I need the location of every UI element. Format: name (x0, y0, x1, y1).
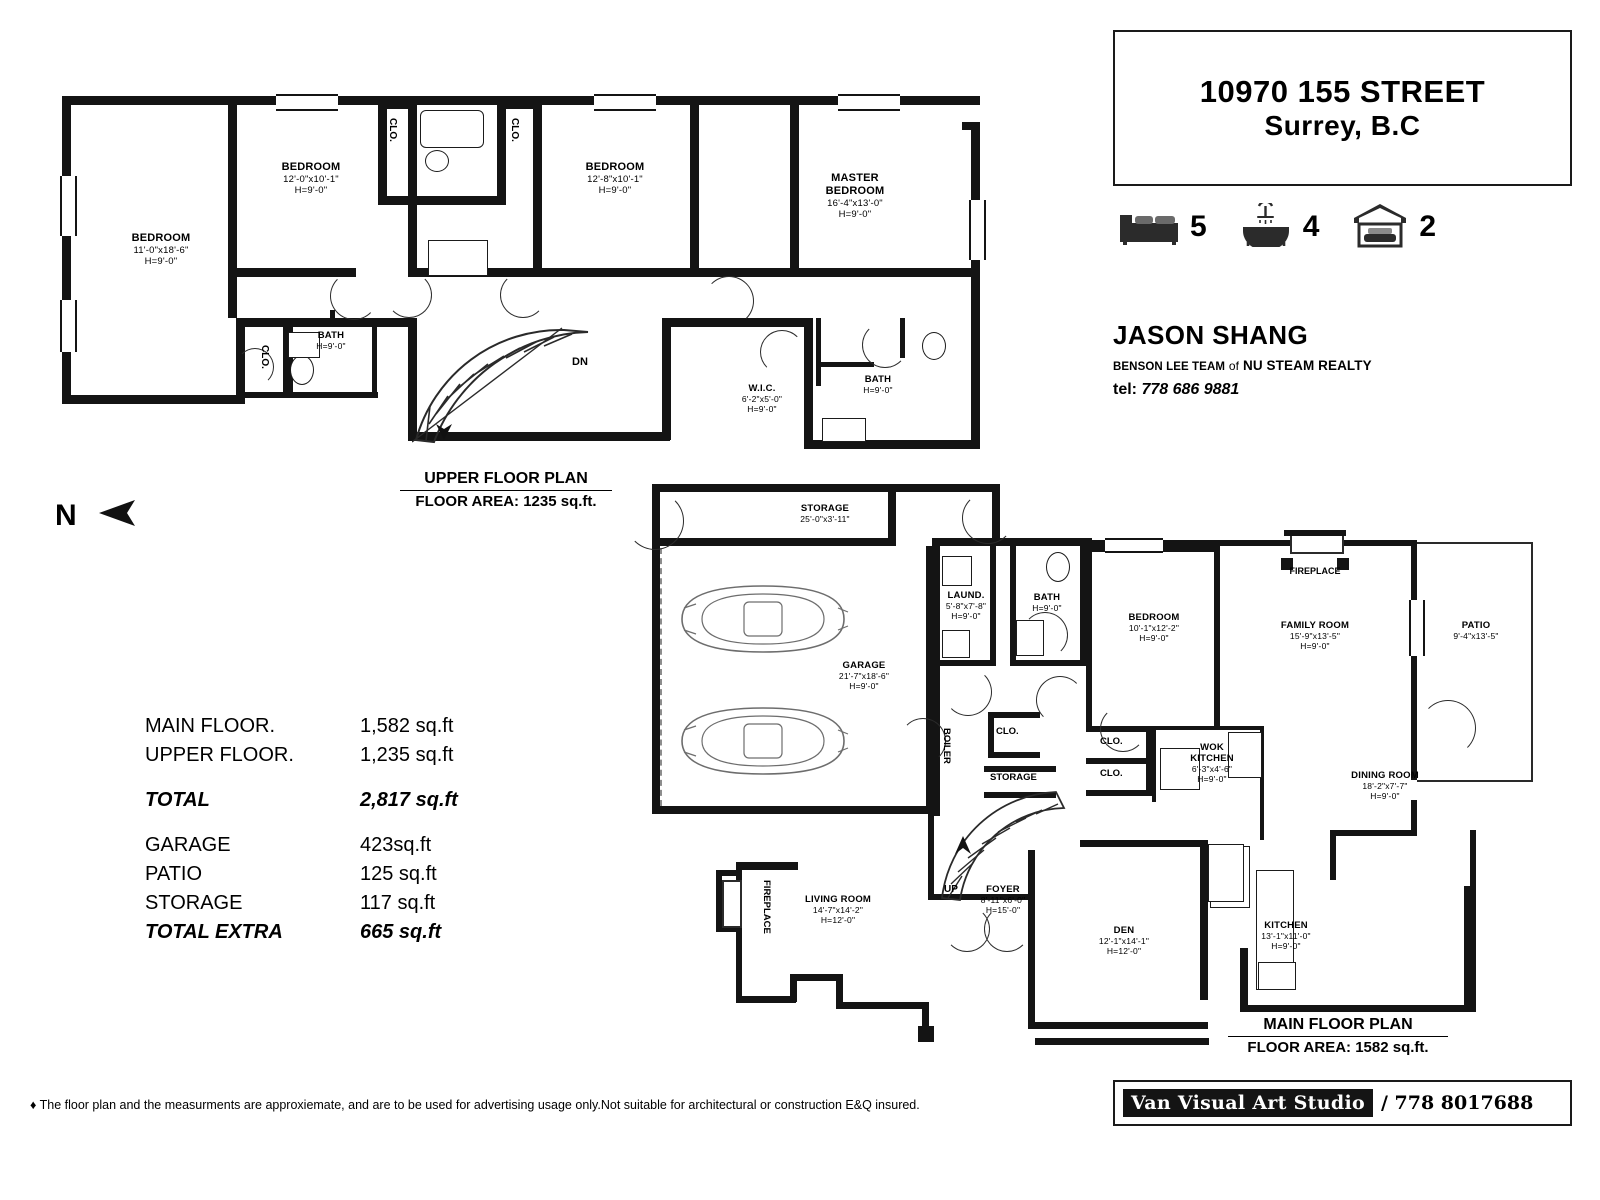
closet-label-main-1: CLO. (996, 726, 1019, 737)
beds-stat (1118, 205, 1207, 250)
vanity-fixture (822, 418, 866, 442)
room-name: GARAGE (842, 660, 886, 671)
dryer-fixture (942, 630, 970, 658)
closet-label-1: CLO. (387, 118, 398, 142)
studio-phone: / 778 8017688 (1380, 1092, 1534, 1114)
property-stats (1118, 196, 1568, 258)
room-dim: 16'-4"x13'-0" (827, 197, 883, 209)
area-label: GARAGE (145, 834, 231, 856)
room-name: LAUND. (947, 590, 985, 601)
room-name: BEDROOM (585, 161, 645, 173)
room-height: H=9'-0" (1197, 774, 1227, 785)
north-indicator (55, 498, 137, 533)
room-dim: 5'-8"x7'-8" (945, 601, 987, 612)
upper-floor-caption (400, 470, 612, 510)
room-dim: 18'-2"x7'-7" (1362, 781, 1408, 792)
area-row-total (145, 786, 615, 815)
baths-stat (1239, 203, 1320, 252)
area-label: PATIO (145, 863, 203, 885)
room-height: H=15'-0" (985, 905, 1021, 916)
room-dim: 9'-4"x13'-5" (1453, 631, 1499, 642)
garage-stat (1351, 202, 1436, 253)
storage-small-label: STORAGE (990, 772, 1037, 783)
room-label-family-room (1230, 620, 1400, 651)
fireplace-label-top: FIREPLACE (1289, 566, 1341, 576)
area-row (145, 741, 615, 770)
agent-phone-number: 778 686 9881 (1141, 381, 1240, 398)
agent-phone-label: tel: (1113, 381, 1137, 398)
upper-floor-area: FLOOR AREA: 1235 sq.ft. (400, 490, 612, 510)
closet-label-main-2: CLO. (1100, 736, 1123, 747)
room-name: BEDROOM (131, 232, 191, 244)
room-dim: 12'-8"x10'-1" (587, 173, 643, 185)
beds-count: 5 (1190, 210, 1207, 243)
room-label-living (776, 894, 900, 925)
title-block (1113, 30, 1572, 186)
property-address: 10970 155 STREET (1199, 73, 1486, 109)
room-name: FOYER (986, 884, 1020, 895)
room-dim: 15'-9"x13'-5" (1289, 631, 1341, 642)
room-height: H=9'-0" (316, 341, 346, 352)
room-dim: 11'-0"x18'-6" (133, 244, 189, 256)
room-name-2: KITCHEN (1190, 753, 1234, 765)
room-name: BATH (1033, 592, 1061, 603)
room-dim: 6'-2"x5'-0" (741, 394, 783, 405)
agent-team-prefix: BENSON LEE TEAM (1113, 361, 1226, 373)
room-name: FAMILY ROOM (1280, 620, 1350, 631)
room-height: H=9'-0" (951, 611, 981, 622)
sink-fixture (1258, 962, 1296, 990)
area-label: TOTAL EXTRA (145, 921, 283, 943)
room-name: BEDROOM (1128, 612, 1180, 623)
room-label-den (1066, 925, 1182, 956)
room-label-wic (708, 383, 816, 414)
stair-up-label: UP (944, 884, 958, 895)
room-label-wok-kitchen (1162, 742, 1262, 784)
closet-label-main-3: CLO. (1100, 768, 1123, 779)
room-name: PATIO (1461, 620, 1491, 631)
area-row-total (145, 918, 615, 947)
room-height: H=9'-0" (1271, 941, 1301, 952)
car-icon (672, 700, 854, 787)
room-dim: 13'-1"x11'-0" (1261, 931, 1311, 942)
room-name: STORAGE (800, 503, 850, 514)
area-value: 423sq.ft (360, 834, 432, 856)
room-height: H=9'-0" (1370, 791, 1400, 802)
room-height: H=12'-0" (820, 915, 856, 926)
room-dim: 6'-3"x4'-6" (1191, 764, 1233, 775)
room-height: H=9'-0" (849, 681, 879, 692)
disclaimer-text: ♦ The floor plan and the measurments are approxiemate, and are to be used for advertising usage only.Not suitable for architectural or construction E&Q insured. (30, 1098, 920, 1112)
room-dim: 21'-7"x18'-6" (838, 671, 890, 682)
room-dim: 12'-0"x10'-1" (283, 173, 339, 185)
room-label-foyer (958, 884, 1048, 915)
room-label-storage-top (730, 503, 920, 524)
room-height: H=9'-0" (838, 209, 872, 221)
car-icon (672, 578, 854, 665)
room-label-bath-upper-2 (838, 374, 918, 395)
north-arrow-icon (91, 498, 137, 533)
room-height: H=9'-0" (294, 185, 328, 197)
garage-count: 2 (1419, 210, 1437, 243)
area-label: TOTAL (145, 789, 210, 811)
room-height: H=9'-0" (1139, 633, 1169, 644)
room-dim: 8'-11"x6'-0" (980, 895, 1026, 906)
property-city: Surrey, B.C (1264, 109, 1421, 141)
room-label-patio (1420, 620, 1532, 641)
room-name: W.I.C. (748, 383, 776, 394)
area-label: MAIN FLOOR. (145, 715, 276, 737)
area-value: 117 sq.ft (360, 892, 436, 914)
area-row (145, 712, 615, 741)
room-label-dining (1320, 770, 1450, 801)
north-letter: N (55, 498, 77, 532)
main-floor-caption (1228, 1016, 1448, 1056)
fireplace-label-left: FIREPLACE (761, 880, 772, 934)
agent-block (1113, 320, 1573, 399)
area-value: 1,235 sq.ft (360, 744, 454, 766)
studio-name: Van Visual Art Studio (1123, 1089, 1373, 1117)
vanity-fixture (428, 240, 488, 276)
room-dim: 14'-7"x14'-2" (812, 905, 864, 916)
garage-icon (1351, 202, 1409, 253)
area-label: STORAGE (145, 892, 243, 914)
sofa-fixture (1208, 844, 1244, 902)
closet-label-3: CLO. (259, 345, 270, 369)
room-label-bedroom-left (86, 232, 236, 267)
room-name: DEN (1113, 925, 1135, 936)
area-value: 125 sq.ft (360, 863, 437, 885)
closet-label-2: CLO. (509, 118, 520, 142)
washer-fixture (942, 556, 972, 586)
area-row (145, 831, 615, 860)
bed-icon (1118, 205, 1180, 250)
bathtub-fixture (420, 110, 484, 148)
room-name: DINING ROOM (1351, 770, 1419, 781)
room-name: KITCHEN (1264, 920, 1308, 931)
area-row (145, 889, 615, 918)
room-label-garage (812, 660, 916, 691)
boiler-label: BOILER (941, 728, 952, 764)
room-dim: 25'-0"x3'-11" (800, 514, 850, 525)
room-label-bedroom-mid (238, 161, 384, 196)
area-row (145, 860, 615, 889)
agent-team-brand: NU STEAM REALTY (1242, 358, 1372, 373)
room-label-master-bedroom (782, 172, 928, 220)
toilet-fixture (1046, 552, 1070, 582)
area-label: UPPER FLOOR. (145, 744, 294, 766)
room-name: BATH (864, 374, 892, 385)
room-label-bath-main (1008, 592, 1086, 613)
agent-name: JASON SHANG (1113, 320, 1309, 350)
stair-down-label: DN (572, 356, 588, 368)
room-label-bedroom-main (1096, 612, 1212, 643)
room-label-bath-upper-1 (286, 330, 376, 351)
upper-floor-title: UPPER FLOOR PLAN (424, 470, 588, 487)
room-name: BATH (317, 330, 345, 341)
room-name: LIVING ROOM (804, 894, 872, 905)
room-name-2: BEDROOM (825, 184, 885, 197)
main-floor-area: FLOOR AREA: 1582 sq.ft. (1228, 1036, 1448, 1056)
room-dim: 10'-1"x12'-2" (1128, 623, 1180, 634)
room-height: H=9'-0" (1300, 641, 1330, 652)
room-height: H=12'-0" (1106, 946, 1142, 957)
room-name: WOK (1200, 742, 1224, 753)
room-label-bedroom-right (542, 161, 688, 196)
room-label-laundry (930, 590, 1002, 621)
agent-team-of: of (1228, 359, 1240, 373)
sink-fixture (425, 150, 449, 172)
room-label-kitchen (1226, 920, 1346, 951)
agent-team (1113, 358, 1573, 373)
area-value: 1,582 sq.ft (360, 715, 454, 737)
baths-count: 4 (1302, 210, 1320, 243)
upper-stair (412, 326, 602, 444)
studio-block (1113, 1080, 1572, 1126)
bathtub-icon (1239, 203, 1293, 252)
room-height: H=9'-0" (1032, 603, 1062, 614)
room-height: H=9'-0" (598, 185, 632, 197)
agent-phone (1113, 381, 1573, 399)
room-dim: 12'-1"x14'-1" (1098, 936, 1150, 947)
room-height: H=9'-0" (747, 404, 777, 415)
room-height: H=9'-0" (144, 256, 178, 268)
area-value: 665 sq.ft (360, 921, 442, 943)
sink-fixture (922, 332, 946, 360)
room-name: MASTER (831, 172, 879, 184)
area-summary (145, 712, 615, 947)
main-floor-title: MAIN FLOOR PLAN (1263, 1016, 1413, 1033)
room-height: H=9'-0" (863, 385, 893, 396)
room-name: BEDROOM (281, 161, 341, 173)
area-value: 2,817 sq.ft (360, 789, 458, 811)
toilet-fixture (290, 355, 314, 385)
